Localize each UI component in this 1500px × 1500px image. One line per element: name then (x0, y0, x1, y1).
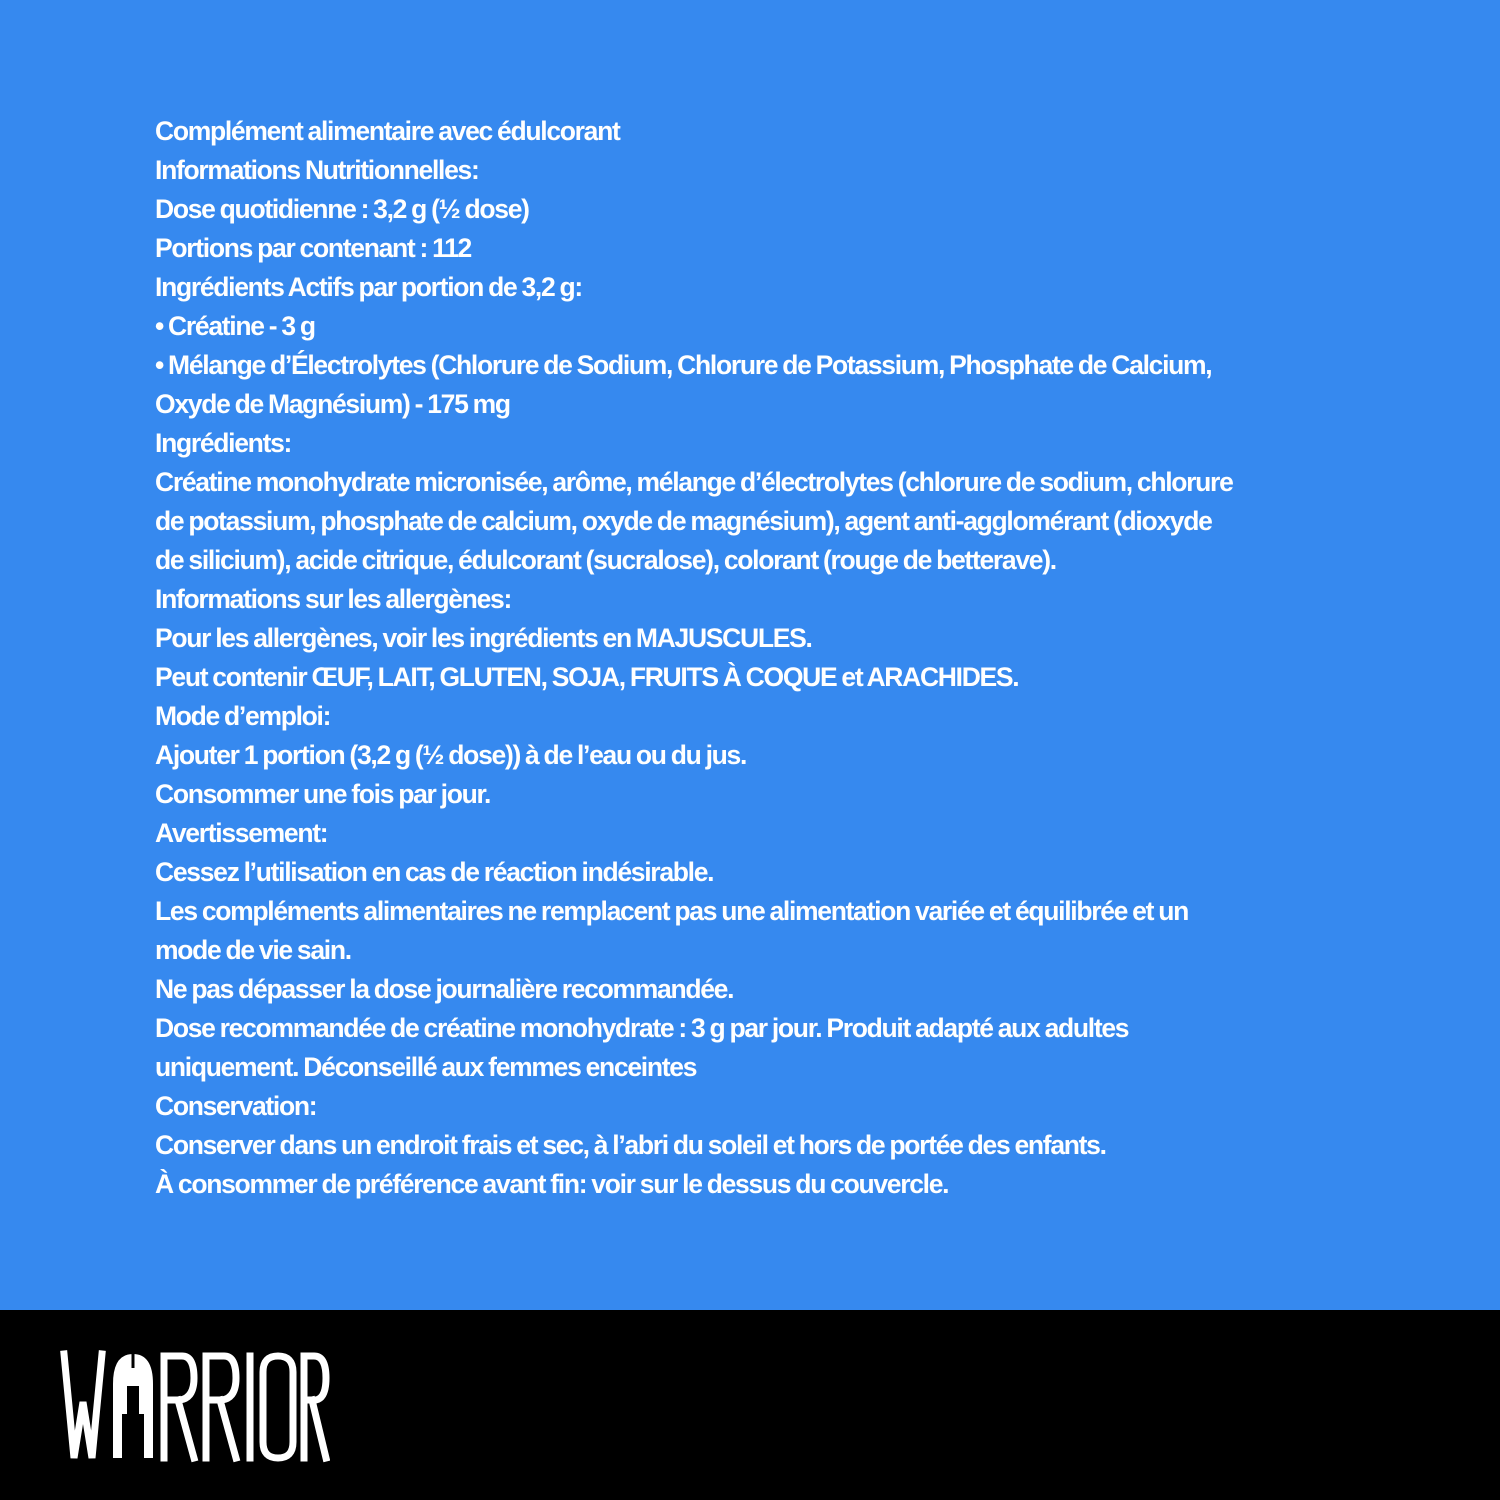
label-line: Consommer une fois par jour. (155, 779, 491, 809)
label-line: Pour les allergènes, voir les ingrédients en MAJUSCULES. (155, 623, 812, 653)
label-line: Conserver dans un endroit frais et sec, à l’abri du soleil et hors de portée des enfants. (155, 1130, 1106, 1160)
label-line: Ingrédients Actifs par portion de 3,2 g: (155, 272, 582, 302)
label-line: Dose recommandée de créatine monohydrate : 3 g par jour. Produit adapté aux adultes (155, 1013, 1129, 1043)
label-line: uniquement. Déconseillé aux femmes enceintes (155, 1052, 697, 1082)
label-line: Ne pas dépasser la dose journalière recommandée. (155, 974, 734, 1004)
label-line: Ingrédients: (155, 428, 292, 458)
label-line: Mode d’emploi: (155, 701, 331, 731)
label-line: Complément alimentaire avec édulcorant (155, 116, 620, 146)
label-line: Peut contenir ŒUF, LAIT, GLUTEN, SOJA, FRUITS À COQUE et ARACHIDES. (155, 662, 1019, 692)
label-line: Les compléments alimentaires ne remplacent pas une alimentation variée et équilibrée et un (155, 896, 1188, 926)
label-text (155, 112, 1355, 1204)
label-line: Avertissement: (155, 818, 328, 848)
label-line: Cessez l’utilisation en cas de réaction indésirable. (155, 857, 714, 887)
warrior-logo (60, 1350, 330, 1465)
label-line: de potassium, phosphate de calcium, oxyde de magnésium), agent anti-agglomérant (dioxyde (155, 506, 1212, 536)
label-line: Créatine monohydrate micronisée, arôme, mélange d’électrolytes (chlorure de sodium, chlorure (155, 467, 1233, 497)
label-line: de silicium), acide citrique, édulcorant (sucralose), colorant (rouge de betterave). (155, 545, 1056, 575)
label-line: Dose quotidienne : 3,2 g (½ dose) (155, 194, 529, 224)
label-line: Portions par contenant : 112 (155, 233, 471, 263)
label-line: À consommer de préférence avant fin: voir sur le dessus du couvercle. (155, 1169, 949, 1199)
label-line: Informations sur les allergènes: (155, 584, 511, 614)
label-line: Conservation: (155, 1091, 317, 1121)
spartan-helmet-icon (113, 1354, 153, 1458)
logo-text: WARRIOR (60, 1350, 65, 1351)
label-line: Informations Nutritionnelles: (155, 155, 479, 185)
label-line: • Mélange d’Électrolytes (Chlorure de Sodium, Chlorure de Potassium, Phosphate de Calcium, (155, 350, 1212, 380)
label-line: • Créatine - 3 g (155, 311, 315, 341)
label-line: Ajouter 1 portion (3,2 g (½ dose)) à de l’eau ou du jus. (155, 740, 747, 770)
label-line: mode de vie sain. (155, 935, 351, 965)
label-line: Oxyde de Magnésium) - 175 mg (155, 389, 510, 419)
